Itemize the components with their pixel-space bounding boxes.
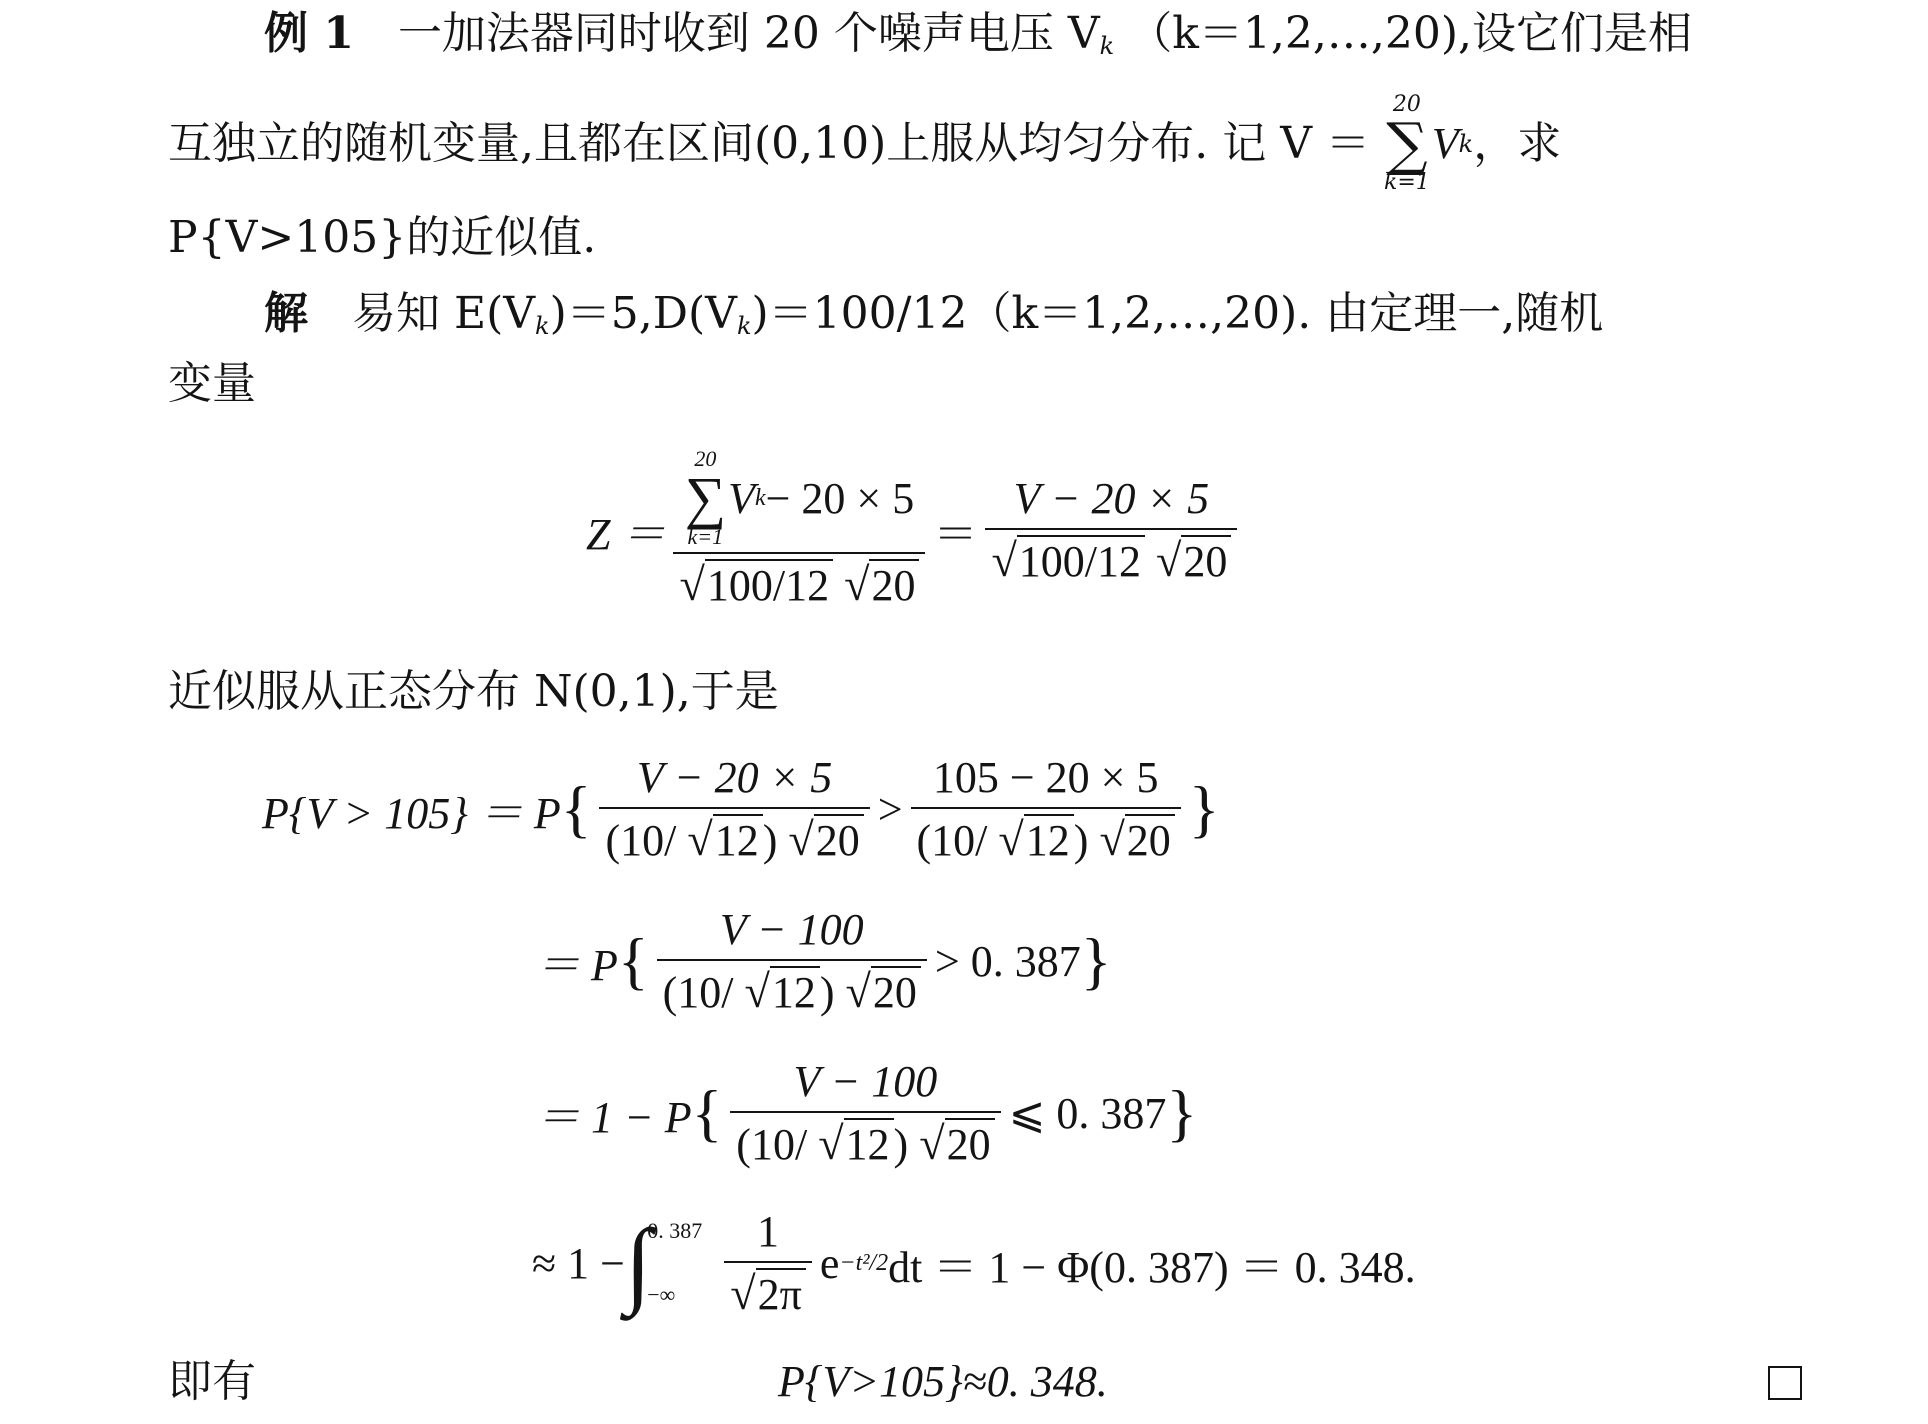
step3-rhs: ⩽ 0. 387 [1008, 1088, 1167, 1138]
z2-den-root2: 20 [1181, 535, 1231, 586]
prob-step-2: ＝ P { $\frac{V - 100}{(10/ √12) √20}$ > 0. 387 } [536, 905, 1112, 1017]
example-text-3: P{V>105}的近似值. [168, 212, 597, 263]
z-equals: ＝ [933, 509, 978, 559]
step3-eq: ＝ 1 − P [536, 1093, 692, 1142]
prob-frac1-num: V − 20 × 5 [636, 753, 833, 802]
greater-than: > [877, 784, 903, 834]
step2-frac: $\frac{V - 100}{(10/ √12) √20}$ [657, 904, 927, 1018]
prob-frac2-num: 105 − 20 × 5 [932, 753, 1159, 802]
sum-upper-limit: 20 [1392, 92, 1421, 117]
prob-lhs: P{V > 105} ＝ P [262, 789, 561, 838]
sum-lower-limit: k=1 [1384, 170, 1430, 195]
solution-line-2 [168, 356, 1808, 412]
z-num2: V − 20 × 5 [1013, 473, 1210, 523]
example-label: 例 1 [264, 8, 354, 59]
prob-step-3: ＝ 1 − P { $\frac{V - 100}{(10/ √12) √20}$ ⩽ 0. 387 } [536, 1057, 1198, 1169]
step4-rest: dt ＝ 1 − Φ(0. 387) ＝ 0. 348. [888, 1243, 1416, 1292]
z-num-rest: − 20 × 5 [765, 473, 915, 523]
prob-step-4 [532, 1206, 1416, 1320]
z-den-root1: 100/12 [705, 559, 833, 610]
solution-line-1: 解 易知 $E(V_k)=5,D(V_k)=100/12(k=1,2,\dots,20)$. 由定理一,随机 [264, 288, 1604, 340]
subscript-k: k [1099, 32, 1115, 60]
solution-label: 解 [264, 288, 308, 339]
qed-square-icon [1768, 1366, 1802, 1400]
step3-num: V − 100 [793, 1057, 938, 1106]
example-text-1: 一加法器同时收到 20 个噪声电压 V [397, 8, 1100, 59]
result-text: P{V>105}≈0. 348. [778, 1357, 1108, 1406]
prob-step-1: P{V > 105} ＝ P { $\frac{V - 20 \times 5}{(10/ √12) √20}$ > $\frac{105 - 20 \times 5}{(10/ √12) √20}$ } [262, 753, 1220, 865]
exp-power: −t²/2 [839, 1249, 889, 1276]
exp-e: e [819, 1238, 840, 1288]
var-V: V [1431, 119, 1459, 168]
approx-line [168, 664, 1808, 720]
summation-symbol: 20 ∑ k=1 [1384, 92, 1430, 195]
example-line-2: 互独立的随机变量,且都在区间(0,10)上服从均匀分布. 记 V ＝ 20 ∑ k=1 V k ，求 [168, 92, 1562, 195]
z-lhs: Z ＝ [586, 509, 666, 559]
z-fraction-2: $\frac{V - 20 \times 5}{√100/12 √20}$ [985, 473, 1237, 587]
integral-symbol: ∫ 0. 387 −∞ [624, 1209, 703, 1316]
solution-text-1c: )＝100/12（k＝1,2,…,20). 由定理一,随机 [751, 288, 1604, 339]
step4-frac: $\frac{1}{√2\pi}$ [724, 1206, 812, 1320]
conclusion-label: 即有 [168, 1356, 256, 1407]
z-den-root2: 20 [869, 559, 919, 610]
approx-text: 近似服从正态分布 N(0,1),于是 [168, 666, 779, 717]
step3-frac: $\frac{V - 100}{(10/ √12) √20}$ [730, 1056, 1000, 1170]
step2-num: V − 100 [719, 905, 864, 954]
conclusion-result [778, 1354, 1108, 1410]
z-equation [586, 448, 1245, 611]
z-num-V: V [728, 473, 755, 523]
step2-eq: ＝ P [536, 941, 618, 990]
solution-text-1b: )＝5,D(V [549, 288, 737, 339]
example-line-1 [168, 6, 1808, 74]
z-fraction-1: 20 ∑ k=1 V k − 20 × 5 √100/12 √20 [673, 448, 925, 611]
solution-text-1a: 易知 E(V [352, 288, 536, 339]
int-lower: −∞ [647, 1282, 676, 1307]
step2-rhs: > 0. 387 [934, 936, 1081, 986]
example-text-2c: ，求 [1473, 118, 1562, 169]
prob-frac-2: $\frac{105 - 20 \times 5}{(10/ √12) √20}$ [911, 752, 1181, 866]
example-text-1b: （k＝1,2,…,20),设它们是相 [1128, 8, 1692, 59]
example-line-3 [168, 210, 1808, 266]
z2-den-root1: 100/12 [1017, 535, 1145, 586]
step4-pre: ≈ 1 − [532, 1238, 625, 1288]
prob-frac-1: $\frac{V - 20 \times 5}{(10/ √12) √20}$ [599, 752, 869, 866]
solution-text-2: 变量 [168, 358, 256, 409]
example-text-2a: 互独立的随机变量,且都在区间(0,10)上服从均匀分布. 记 V ＝ [168, 118, 1371, 169]
int-upper: 0. 387 [647, 1218, 703, 1243]
